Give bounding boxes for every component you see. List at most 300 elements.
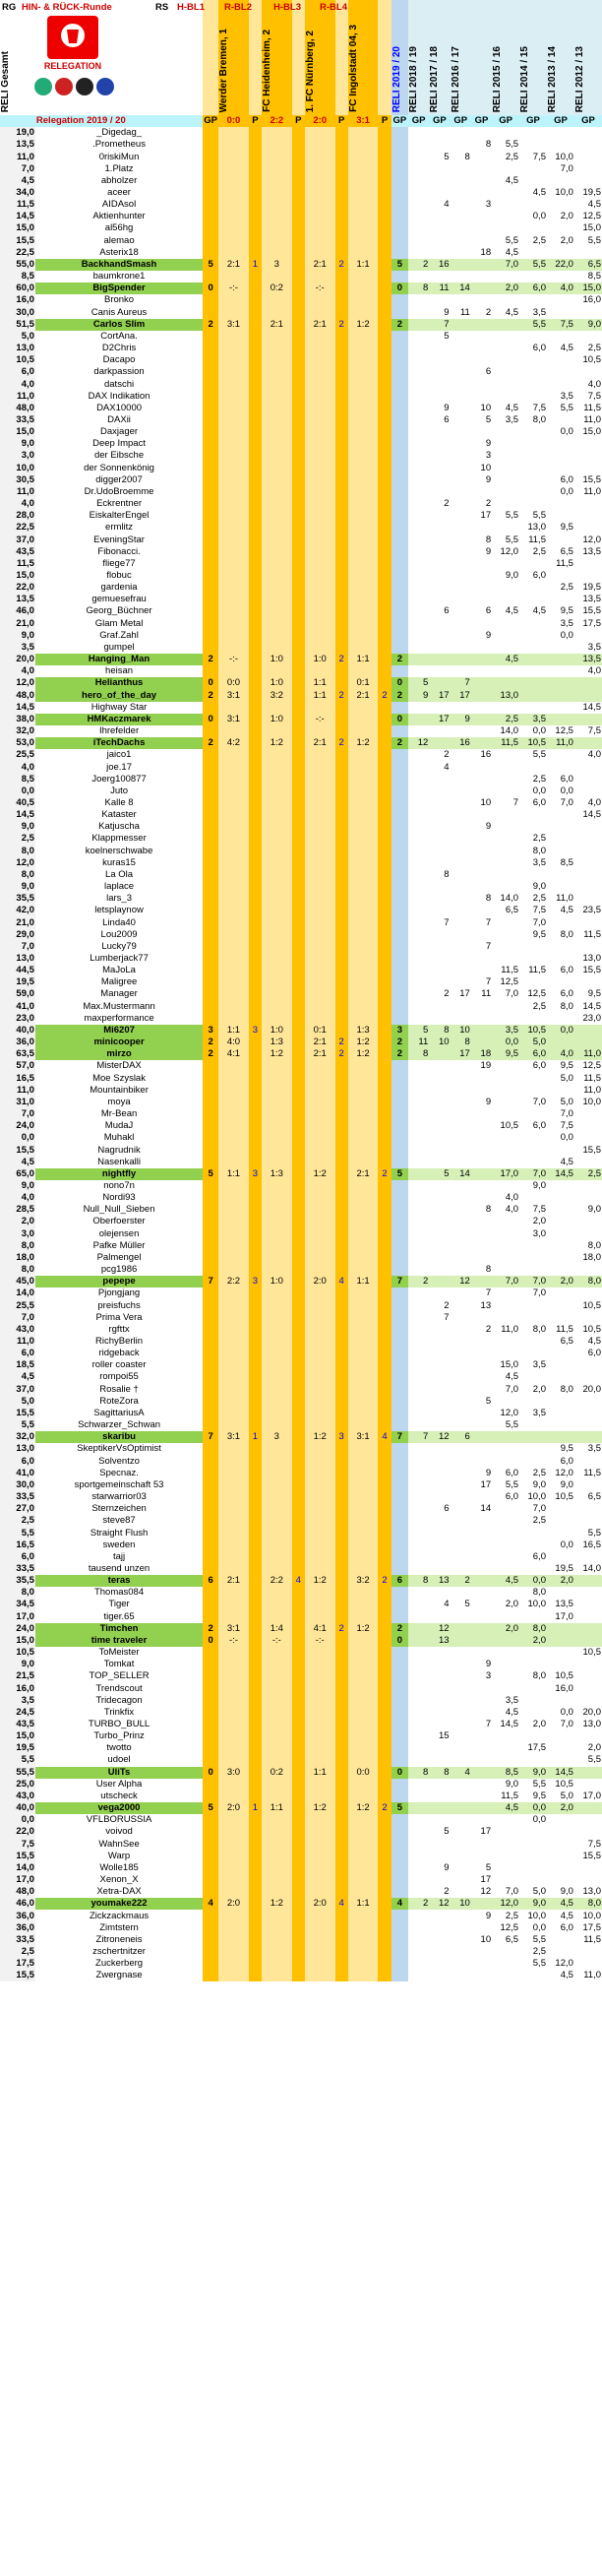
value-cell — [292, 1527, 305, 1539]
value-cell: 17 — [459, 988, 470, 1000]
value-cell — [429, 881, 450, 893]
value-cell — [429, 1670, 450, 1682]
value-cell — [249, 1264, 262, 1276]
value-cell — [378, 881, 391, 893]
player-name: Linda40 — [102, 916, 136, 928]
value-cell — [305, 187, 335, 199]
value-cell — [262, 1240, 292, 1252]
value-cell — [471, 1922, 492, 1934]
value-cell — [471, 1839, 492, 1851]
value-cell — [305, 749, 335, 761]
score-cell: 13,5 — [0, 139, 35, 151]
score-cell: 22,0 — [0, 582, 35, 594]
value-cell — [218, 1754, 249, 1766]
value-cell: 2,5 — [532, 893, 546, 905]
value-cell — [292, 211, 305, 222]
value-cell — [218, 797, 249, 809]
value-cell — [391, 414, 408, 426]
value-cell — [408, 211, 429, 222]
value-cell — [262, 1228, 292, 1240]
value-cell — [218, 702, 249, 714]
table-row — [0, 283, 602, 294]
value-cell: 15,5 — [582, 473, 601, 485]
value-cell: 17,5 — [527, 1742, 546, 1754]
value-cell — [335, 1767, 348, 1779]
value-cell: -:- — [262, 1635, 292, 1647]
value-cell — [348, 1288, 379, 1299]
value-cell — [492, 343, 519, 354]
value-cell — [203, 1097, 218, 1108]
value-cell — [249, 1384, 262, 1396]
value-cell — [292, 1216, 305, 1227]
value-cell — [519, 1396, 547, 1408]
value-cell — [547, 450, 574, 462]
value-cell — [378, 665, 391, 677]
value-cell — [519, 642, 547, 654]
value-cell — [335, 570, 348, 582]
value-cell: 5 — [429, 1168, 450, 1180]
value-cell — [203, 1456, 218, 1468]
value-cell — [547, 1240, 574, 1252]
value-cell — [492, 881, 519, 893]
score-cell: 34,0 — [0, 187, 35, 199]
value-cell — [218, 749, 249, 761]
value-cell — [408, 1874, 429, 1886]
value-cell — [348, 163, 379, 175]
value-cell: 9,0 — [532, 1179, 546, 1191]
value-cell — [429, 1946, 450, 1958]
player-name: Oberfoerster — [92, 1216, 146, 1227]
value-cell — [305, 1085, 335, 1097]
value-cell — [348, 378, 379, 390]
value-cell: 5 — [485, 413, 492, 425]
score-cell: 55,5 — [0, 1767, 35, 1779]
table-row — [0, 1120, 602, 1132]
value-cell — [547, 1264, 574, 1276]
value-cell: 16 — [429, 259, 450, 271]
player-name: SagittariusA — [93, 1407, 145, 1418]
value-cell — [262, 821, 292, 833]
value-cell — [451, 1754, 471, 1766]
value-cell — [348, 1479, 379, 1491]
value-cell — [391, 558, 408, 570]
value-cell — [335, 1599, 348, 1610]
value-cell — [335, 929, 348, 941]
value-cell — [429, 809, 450, 821]
value-cell — [429, 1587, 450, 1599]
value-cell — [408, 916, 429, 928]
value-cell: 0 — [203, 714, 218, 725]
value-cell: 13,5 — [582, 545, 601, 557]
value-cell — [451, 774, 471, 785]
value-cell: 2 — [391, 1037, 408, 1048]
value-cell: 13 — [429, 1575, 450, 1587]
value-cell — [471, 1120, 492, 1132]
value-cell — [391, 307, 408, 319]
value-cell — [408, 354, 429, 366]
value-cell — [305, 366, 335, 378]
value-cell — [292, 1767, 305, 1779]
value-cell: 13,5 — [574, 654, 602, 665]
value-cell — [249, 1767, 262, 1779]
value-cell — [574, 893, 602, 905]
value-cell — [292, 1742, 305, 1754]
value-cell — [335, 1180, 348, 1192]
value-cell — [348, 1312, 379, 1324]
score-cell: 8,5 — [0, 271, 35, 283]
value-cell — [292, 1037, 305, 1048]
value-cell — [348, 354, 379, 366]
value-cell — [335, 426, 348, 438]
value-cell — [335, 1312, 348, 1324]
value-cell — [451, 558, 471, 570]
value-cell — [391, 403, 408, 414]
value-cell — [378, 1898, 391, 1910]
value-cell — [262, 1779, 292, 1791]
value-cell — [305, 846, 335, 857]
value-cell — [391, 725, 408, 737]
value-cell — [574, 522, 602, 534]
value-cell — [471, 1073, 492, 1085]
value-cell — [249, 1563, 262, 1575]
value-cell — [429, 1563, 450, 1575]
value-cell — [574, 869, 602, 881]
value-cell: -:- — [305, 283, 335, 294]
value-cell: 1:0 — [305, 654, 335, 665]
value-cell: 1:2 — [262, 1048, 292, 1060]
value-cell — [574, 1958, 602, 1970]
value-cell — [249, 785, 262, 797]
value-cell — [574, 1670, 602, 1682]
value-cell — [519, 391, 547, 403]
value-cell: 15,5 — [582, 965, 601, 976]
player-name: Mi6207 — [35, 1025, 203, 1037]
value-cell — [471, 1001, 492, 1013]
value-cell — [335, 1874, 348, 1886]
value-cell — [203, 1359, 218, 1371]
value-cell — [249, 1922, 262, 1934]
value-cell — [471, 1491, 492, 1503]
score-cell: 25,0 — [0, 1779, 35, 1791]
value-cell — [262, 1874, 292, 1886]
value-cell: 10,5 — [582, 354, 601, 366]
value-cell: 6,5 — [587, 1491, 601, 1503]
value-cell — [203, 1348, 218, 1359]
value-cell — [429, 546, 450, 558]
value-cell — [408, 522, 429, 534]
value-cell: 2 — [335, 690, 348, 702]
value-cell — [378, 785, 391, 797]
value-cell: 5 — [391, 1168, 408, 1180]
value-cell: 8 — [485, 534, 492, 545]
value-cell — [292, 1958, 305, 1970]
player-name: kuras15 — [102, 856, 136, 868]
subheader-cell: GP — [392, 115, 407, 127]
value-cell — [305, 988, 335, 1000]
value-cell — [218, 905, 249, 916]
value-cell — [335, 1324, 348, 1336]
score-cell: 30,0 — [0, 307, 35, 319]
value-cell — [574, 846, 602, 857]
value-cell — [292, 1396, 305, 1408]
value-cell — [378, 1503, 391, 1515]
value-cell — [203, 1085, 218, 1097]
value-cell — [262, 797, 292, 809]
value-cell — [408, 1742, 429, 1754]
value-cell — [218, 1120, 249, 1132]
player-name: EveningStar — [93, 534, 145, 545]
value-cell — [335, 1168, 348, 1180]
value-cell — [249, 1491, 262, 1503]
value-cell — [378, 1348, 391, 1359]
value-cell — [203, 474, 218, 486]
value-cell — [408, 1132, 429, 1144]
value-cell — [391, 965, 408, 976]
value-cell — [292, 1791, 305, 1802]
value-cell — [378, 1754, 391, 1766]
value-cell — [249, 582, 262, 594]
score-cell: 6,0 — [0, 1348, 35, 1359]
header-vertical-label: RELI 2014 / 15 — [519, 45, 531, 112]
table-row — [0, 319, 602, 331]
value-cell — [408, 809, 429, 821]
value-cell — [451, 893, 471, 905]
value-cell — [429, 1742, 450, 1754]
player-name: RoteZora — [99, 1395, 139, 1407]
value-cell — [335, 139, 348, 151]
value-cell — [335, 414, 348, 426]
value-cell — [429, 1216, 450, 1227]
value-cell — [492, 498, 519, 510]
value-cell — [547, 294, 574, 306]
value-cell — [429, 1097, 450, 1108]
value-cell — [218, 1730, 249, 1742]
value-cell: 8,0 — [560, 1000, 573, 1012]
score-cell: 3,5 — [0, 642, 35, 654]
value-cell — [471, 1958, 492, 1970]
value-cell — [335, 1157, 348, 1168]
value-cell — [378, 1479, 391, 1491]
value-cell — [378, 1839, 391, 1851]
value-cell — [262, 1396, 292, 1408]
value-cell — [292, 1647, 305, 1659]
value-cell: 6,0 — [532, 570, 546, 582]
value-cell — [547, 1587, 574, 1599]
table-row — [0, 1898, 602, 1910]
value-cell — [391, 1491, 408, 1503]
value-cell — [519, 1647, 547, 1659]
value-cell — [262, 988, 292, 1000]
score-cell: 32,0 — [0, 725, 35, 737]
rg-label: RG — [2, 2, 17, 13]
value-cell — [429, 1073, 450, 1085]
value-cell — [574, 1157, 602, 1168]
value-cell — [391, 426, 408, 438]
score-cell: 2,5 — [0, 1946, 35, 1958]
score-cell: 43,0 — [0, 1791, 35, 1802]
table-row — [0, 1682, 602, 1694]
value-cell — [335, 677, 348, 689]
value-cell — [262, 414, 292, 426]
value-cell — [249, 1647, 262, 1659]
value-cell — [391, 510, 408, 522]
table-row — [0, 1443, 602, 1455]
value-cell — [451, 1120, 471, 1132]
value-cell: 2 — [203, 1048, 218, 1060]
value-cell — [292, 1336, 305, 1348]
value-cell — [335, 1216, 348, 1227]
value-cell — [218, 1204, 249, 1216]
value-cell — [292, 1060, 305, 1072]
value-cell — [429, 941, 450, 953]
value-cell — [547, 1851, 574, 1862]
value-cell — [305, 1539, 335, 1551]
value-cell: 12,0 — [492, 1898, 519, 1910]
value-cell — [305, 199, 335, 211]
value-cell: 3 — [249, 1168, 262, 1180]
table-row — [0, 1826, 602, 1838]
value-cell — [335, 1670, 348, 1682]
value-cell — [451, 941, 471, 953]
value-cell — [292, 294, 305, 306]
value-cell — [348, 1204, 379, 1216]
value-cell — [292, 1970, 305, 1981]
value-cell — [335, 1707, 348, 1719]
value-cell — [429, 1384, 450, 1396]
value-cell — [378, 1719, 391, 1730]
value-cell: 15,5 — [582, 1850, 601, 1861]
value-cell: 3 — [485, 450, 492, 462]
value-cell — [408, 785, 429, 797]
value-cell — [335, 857, 348, 869]
value-cell — [203, 463, 218, 474]
value-cell — [262, 1647, 292, 1659]
score-cell: 20,0 — [0, 654, 35, 665]
value-cell — [335, 1479, 348, 1491]
value-cell — [429, 737, 450, 749]
value-cell — [335, 199, 348, 211]
value-cell — [305, 1001, 335, 1013]
value-cell — [348, 1324, 379, 1336]
value-cell: 4,5 — [492, 654, 519, 665]
value-cell — [451, 749, 471, 761]
value-cell — [492, 486, 519, 498]
value-cell — [492, 953, 519, 965]
value-cell — [451, 366, 471, 378]
value-cell: 2,5 — [505, 1910, 519, 1921]
value-cell — [451, 354, 471, 366]
value-cell — [305, 1108, 335, 1120]
value-cell: 7 — [429, 319, 450, 331]
value-cell — [408, 869, 429, 881]
value-cell — [408, 749, 429, 761]
value-cell — [203, 414, 218, 426]
table-row — [0, 1946, 602, 1958]
value-cell: 14,0 — [500, 893, 519, 905]
table-row — [0, 953, 602, 965]
value-cell — [218, 522, 249, 534]
value-cell — [335, 725, 348, 737]
value-cell — [203, 785, 218, 797]
value-cell — [335, 1204, 348, 1216]
value-cell: 20,0 — [582, 1383, 601, 1395]
value-cell — [391, 1730, 408, 1742]
table-row — [0, 151, 602, 162]
value-cell — [471, 1682, 492, 1694]
value-cell — [218, 642, 249, 654]
table-row — [0, 677, 602, 689]
score-cell: 16,0 — [0, 1682, 35, 1694]
value-cell: 12 — [429, 1898, 450, 1910]
player-name: Tomkat — [103, 1659, 135, 1670]
value-cell — [218, 665, 249, 677]
value-cell — [218, 988, 249, 1000]
value-cell — [492, 1180, 519, 1192]
value-cell — [451, 1539, 471, 1551]
value-cell: 0,0 — [519, 1575, 547, 1587]
value-cell: 16 — [480, 749, 492, 761]
value-cell — [429, 222, 450, 234]
value-cell — [203, 893, 218, 905]
value-cell: 1:2 — [262, 737, 292, 749]
value-cell — [429, 1276, 450, 1288]
subheader-cell: GP — [519, 115, 547, 127]
score-cell: 22,0 — [0, 1826, 35, 1838]
value-cell — [574, 151, 602, 162]
value-cell — [547, 1826, 574, 1838]
value-cell — [391, 235, 408, 247]
table-row — [0, 414, 602, 426]
value-cell — [249, 486, 262, 498]
value-cell — [335, 1503, 348, 1515]
value-cell: 1:2 — [305, 1575, 335, 1587]
score-cell: 3,0 — [0, 450, 35, 462]
table-row — [0, 1097, 602, 1108]
table-row — [0, 486, 602, 498]
value-cell — [305, 1228, 335, 1240]
value-cell: 0 — [391, 283, 408, 294]
value-cell — [408, 1682, 429, 1694]
player-name: .Prometheus — [92, 139, 146, 151]
value-cell — [249, 702, 262, 714]
value-cell — [218, 1503, 249, 1515]
value-cell — [492, 1216, 519, 1227]
value-cell — [519, 366, 547, 378]
value-cell — [335, 1946, 348, 1958]
value-cell: 10,0 — [527, 1491, 546, 1503]
value-cell — [292, 1707, 305, 1719]
value-cell — [471, 1228, 492, 1240]
value-cell — [249, 1419, 262, 1431]
value-cell — [429, 1324, 450, 1336]
player-name: Lou2009 — [100, 928, 138, 940]
value-cell: 9,5 — [587, 988, 601, 1000]
value-cell — [378, 916, 391, 928]
value-cell: 8 — [485, 893, 492, 905]
value-cell — [574, 1108, 602, 1120]
value-cell — [378, 463, 391, 474]
value-cell — [492, 702, 519, 714]
value-cell — [335, 1515, 348, 1527]
value-cell — [305, 1910, 335, 1921]
value-cell — [305, 1240, 335, 1252]
value-cell — [203, 1240, 218, 1252]
value-cell — [391, 953, 408, 965]
value-cell — [292, 1910, 305, 1921]
table-row — [0, 941, 602, 953]
value-cell: 1:0 — [262, 1025, 292, 1037]
value-cell — [471, 1371, 492, 1383]
